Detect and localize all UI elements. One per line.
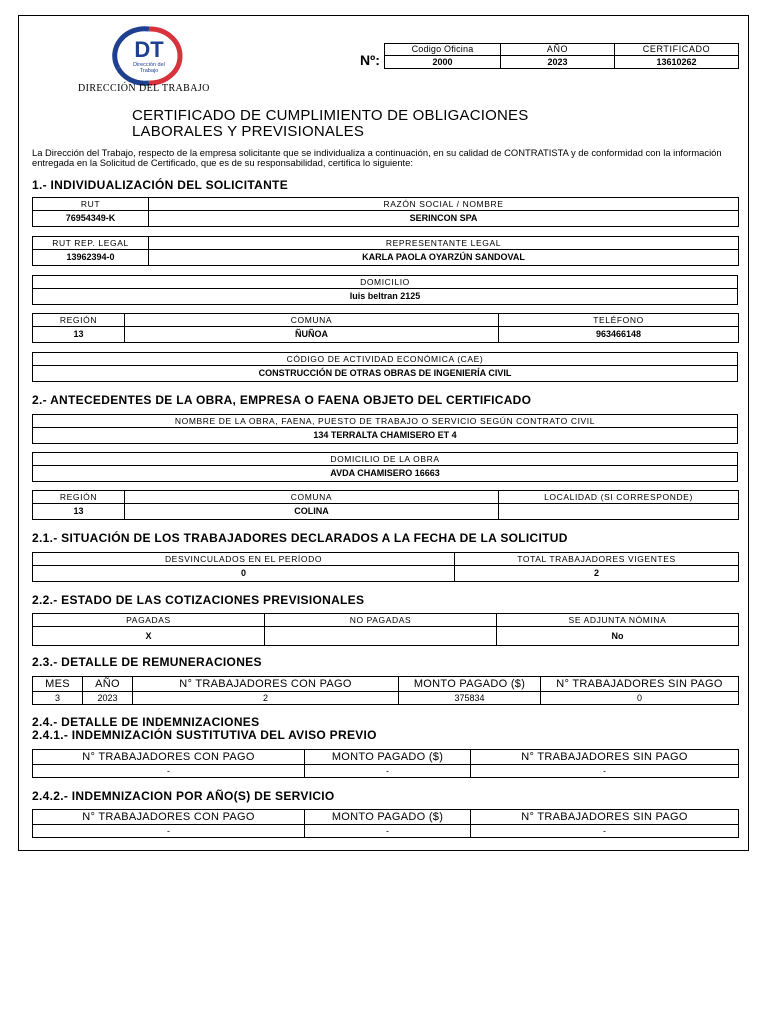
certificate-number-label: Nº:: [360, 52, 380, 68]
localidad-label: LOCALIDAD (SI CORRESPONDE): [499, 491, 739, 504]
document-title: [132, 108, 528, 140]
region-value: 13: [33, 327, 125, 343]
section-2-4-1-heading: 2.4.1.- INDEMNIZACIÓN SUSTITUTIVA DEL AVISO PREVIO: [32, 728, 377, 742]
domicilio-table: [32, 275, 738, 305]
servicio-sin-pago-value: -: [471, 825, 739, 838]
domicilio-obra-label: DOMICILIO DE LA OBRA: [33, 453, 738, 466]
aviso-monto-label: MONTO PAGADO ($): [305, 750, 471, 765]
aviso-sin-pago-label: N° TRABAJADORES SIN PAGO: [471, 750, 739, 765]
total-vigentes-value: 2: [455, 566, 739, 582]
logo-initials: DT: [134, 37, 164, 62]
cae-label: CÓDIGO DE ACTIVIDAD ECONÓMICA (CAE): [33, 353, 738, 366]
rem-sin-pago-label: N° TRABAJADORES SIN PAGO: [541, 677, 739, 692]
domicilio-label: DOMICILIO: [33, 276, 738, 289]
section-2-2-heading: 2.2.- ESTADO DE LAS COTIZACIONES PREVISIONALES: [32, 593, 365, 607]
domicilio-obra-table: [32, 452, 738, 482]
aviso-con-pago-value: -: [33, 765, 305, 778]
obra-table: [32, 414, 738, 444]
aviso-sin-pago-value: -: [471, 765, 739, 778]
representante-legal-value: KARLA PAOLA OYARZÚN SANDOVAL: [149, 250, 739, 266]
desvinculados-value: 0: [33, 566, 455, 582]
anio-value: 2023: [501, 56, 615, 69]
aviso-monto-value: -: [305, 765, 471, 778]
logo-subtext-1: Dirección del: [133, 62, 165, 68]
rem-monto-label: MONTO PAGADO ($): [399, 677, 541, 692]
obra-region-label: REGIÓN: [33, 491, 125, 504]
rut-rep-legal-label: RUT REP. LEGAL: [33, 237, 149, 250]
codigo-oficina-value: 2000: [385, 56, 501, 69]
section-2-4-heading: 2.4.- DETALLE DE INDEMNIZACIONES: [32, 715, 260, 729]
telefono-label: TELÉFONO: [499, 314, 739, 327]
remuneraciones-table: [32, 676, 739, 705]
codigo-oficina-label: Codigo Oficina: [385, 44, 501, 56]
obra-region-table: [32, 490, 739, 520]
obra-region-value: 13: [33, 504, 125, 520]
anios-servicio-table: [32, 809, 739, 838]
section-2-4-2-heading: 2.4.2.- INDEMNIZACION POR AÑO(S) DE SERVICIO: [32, 789, 335, 803]
section-2-3-heading: 2.3.- DETALLE DE REMUNERACIONES: [32, 655, 262, 669]
adjunta-nomina-value: No: [497, 627, 739, 646]
obra-value: 134 TERRALTA CHAMISERO ET 4: [33, 428, 738, 444]
section-1-heading: 1.- INDIVIDUALIZACIÓN DEL SOLICITANTE: [32, 178, 288, 192]
no-pagadas-label: NO PAGADAS: [265, 614, 497, 627]
rem-anio-value: 2023: [83, 692, 133, 705]
no-pagadas-value: [265, 627, 497, 646]
pagadas-value: X: [33, 627, 265, 646]
servicio-monto-value: -: [305, 825, 471, 838]
logo-subtext-2: Trabajo: [139, 68, 159, 74]
pagadas-label: PAGADAS: [33, 614, 265, 627]
rem-anio-label: AÑO: [83, 677, 133, 692]
mes-value: 3: [33, 692, 83, 705]
rem-con-pago-value: 2: [133, 692, 399, 705]
total-vigentes-label: TOTAL TRABAJADORES VIGENTES: [455, 553, 739, 566]
dt-logo-icon: [110, 26, 188, 86]
intro-paragraph: La Dirección del Trabajo, respecto de la empresa solicitante que se individualiza a continuación, en su calidad de CONTRATISTA y de conformidad con la información entregada en la Solicitud de Certificado, que es de su responsabilidad, certifica lo siguiente:: [32, 147, 722, 168]
obra-comuna-label: COMUNA: [125, 491, 499, 504]
localidad-value: [499, 504, 739, 520]
title-line-2: LABORALES Y PREVISIONALES: [132, 123, 365, 140]
mes-label: MES: [33, 677, 83, 692]
razon-social-value: SERINCON SPA: [149, 211, 739, 227]
region-comuna-telefono-table: [32, 313, 739, 343]
servicio-con-pago-label: N° TRABAJADORES CON PAGO: [33, 810, 305, 825]
obra-label: NOMBRE DE LA OBRA, FAENA, PUESTO DE TRABAJO O SERVICIO SEGÚN CONTRATO CIVIL: [33, 415, 738, 428]
certificado-value: 13610262: [615, 56, 739, 69]
comuna-value: ÑUÑOA: [125, 327, 499, 343]
trabajadores-table: [32, 552, 739, 582]
telefono-value: 963466148: [499, 327, 739, 343]
section-2-1-heading: 2.1.- SITUACIÓN DE LOS TRABAJADORES DECLARADOS A LA FECHA DE LA SOLICITUD: [32, 531, 568, 545]
cotizaciones-table: [32, 613, 739, 646]
domicilio-value: luis beltran 2125: [33, 289, 738, 305]
section-2-heading: 2.- ANTECEDENTES DE LA OBRA, EMPRESA O FAENA OBJETO DEL CERTIFICADO: [32, 393, 532, 407]
rem-con-pago-label: N° TRABAJADORES CON PAGO: [133, 677, 399, 692]
razon-social-label: RAZÓN SOCIAL / NOMBRE: [149, 198, 739, 211]
obra-comuna-value: COLINA: [125, 504, 499, 520]
anio-label: AÑO: [501, 44, 615, 56]
certificate-id-table: [384, 43, 739, 69]
aviso-previo-table: [32, 749, 739, 778]
aviso-con-pago-label: N° TRABAJADORES CON PAGO: [33, 750, 305, 765]
servicio-con-pago-value: -: [33, 825, 305, 838]
desvinculados-label: DESVINCULADOS EN EL PERÍODO: [33, 553, 455, 566]
rem-monto-value: 375834: [399, 692, 541, 705]
rut-razon-table: [32, 197, 739, 227]
domicilio-obra-value: AVDA CHAMISERO 16663: [33, 466, 738, 482]
certificado-label: CERTIFICADO: [615, 44, 739, 56]
title-line-1: CERTIFICADO DE CUMPLIMIENTO DE OBLIGACIONES: [132, 107, 529, 124]
cae-value: CONSTRUCCIÓN DE OTRAS OBRAS DE INGENIERÍA CIVIL: [33, 366, 738, 382]
cae-table: [32, 352, 738, 382]
servicio-monto-label: MONTO PAGADO ($): [305, 810, 471, 825]
representante-table: [32, 236, 739, 266]
rut-label: RUT: [33, 198, 149, 211]
adjunta-nomina-label: SE ADJUNTA NÓMINA: [497, 614, 739, 627]
rut-rep-legal-value: 13962394-0: [33, 250, 149, 266]
rut-value: 76954349-K: [33, 211, 149, 227]
comuna-label: COMUNA: [125, 314, 499, 327]
agency-name: DIRECCIÓN DEL TRABAJO: [78, 83, 210, 94]
rem-sin-pago-value: 0: [541, 692, 739, 705]
representante-legal-label: REPRESENTANTE LEGAL: [149, 237, 739, 250]
region-label: REGIÓN: [33, 314, 125, 327]
servicio-sin-pago-label: N° TRABAJADORES SIN PAGO: [471, 810, 739, 825]
